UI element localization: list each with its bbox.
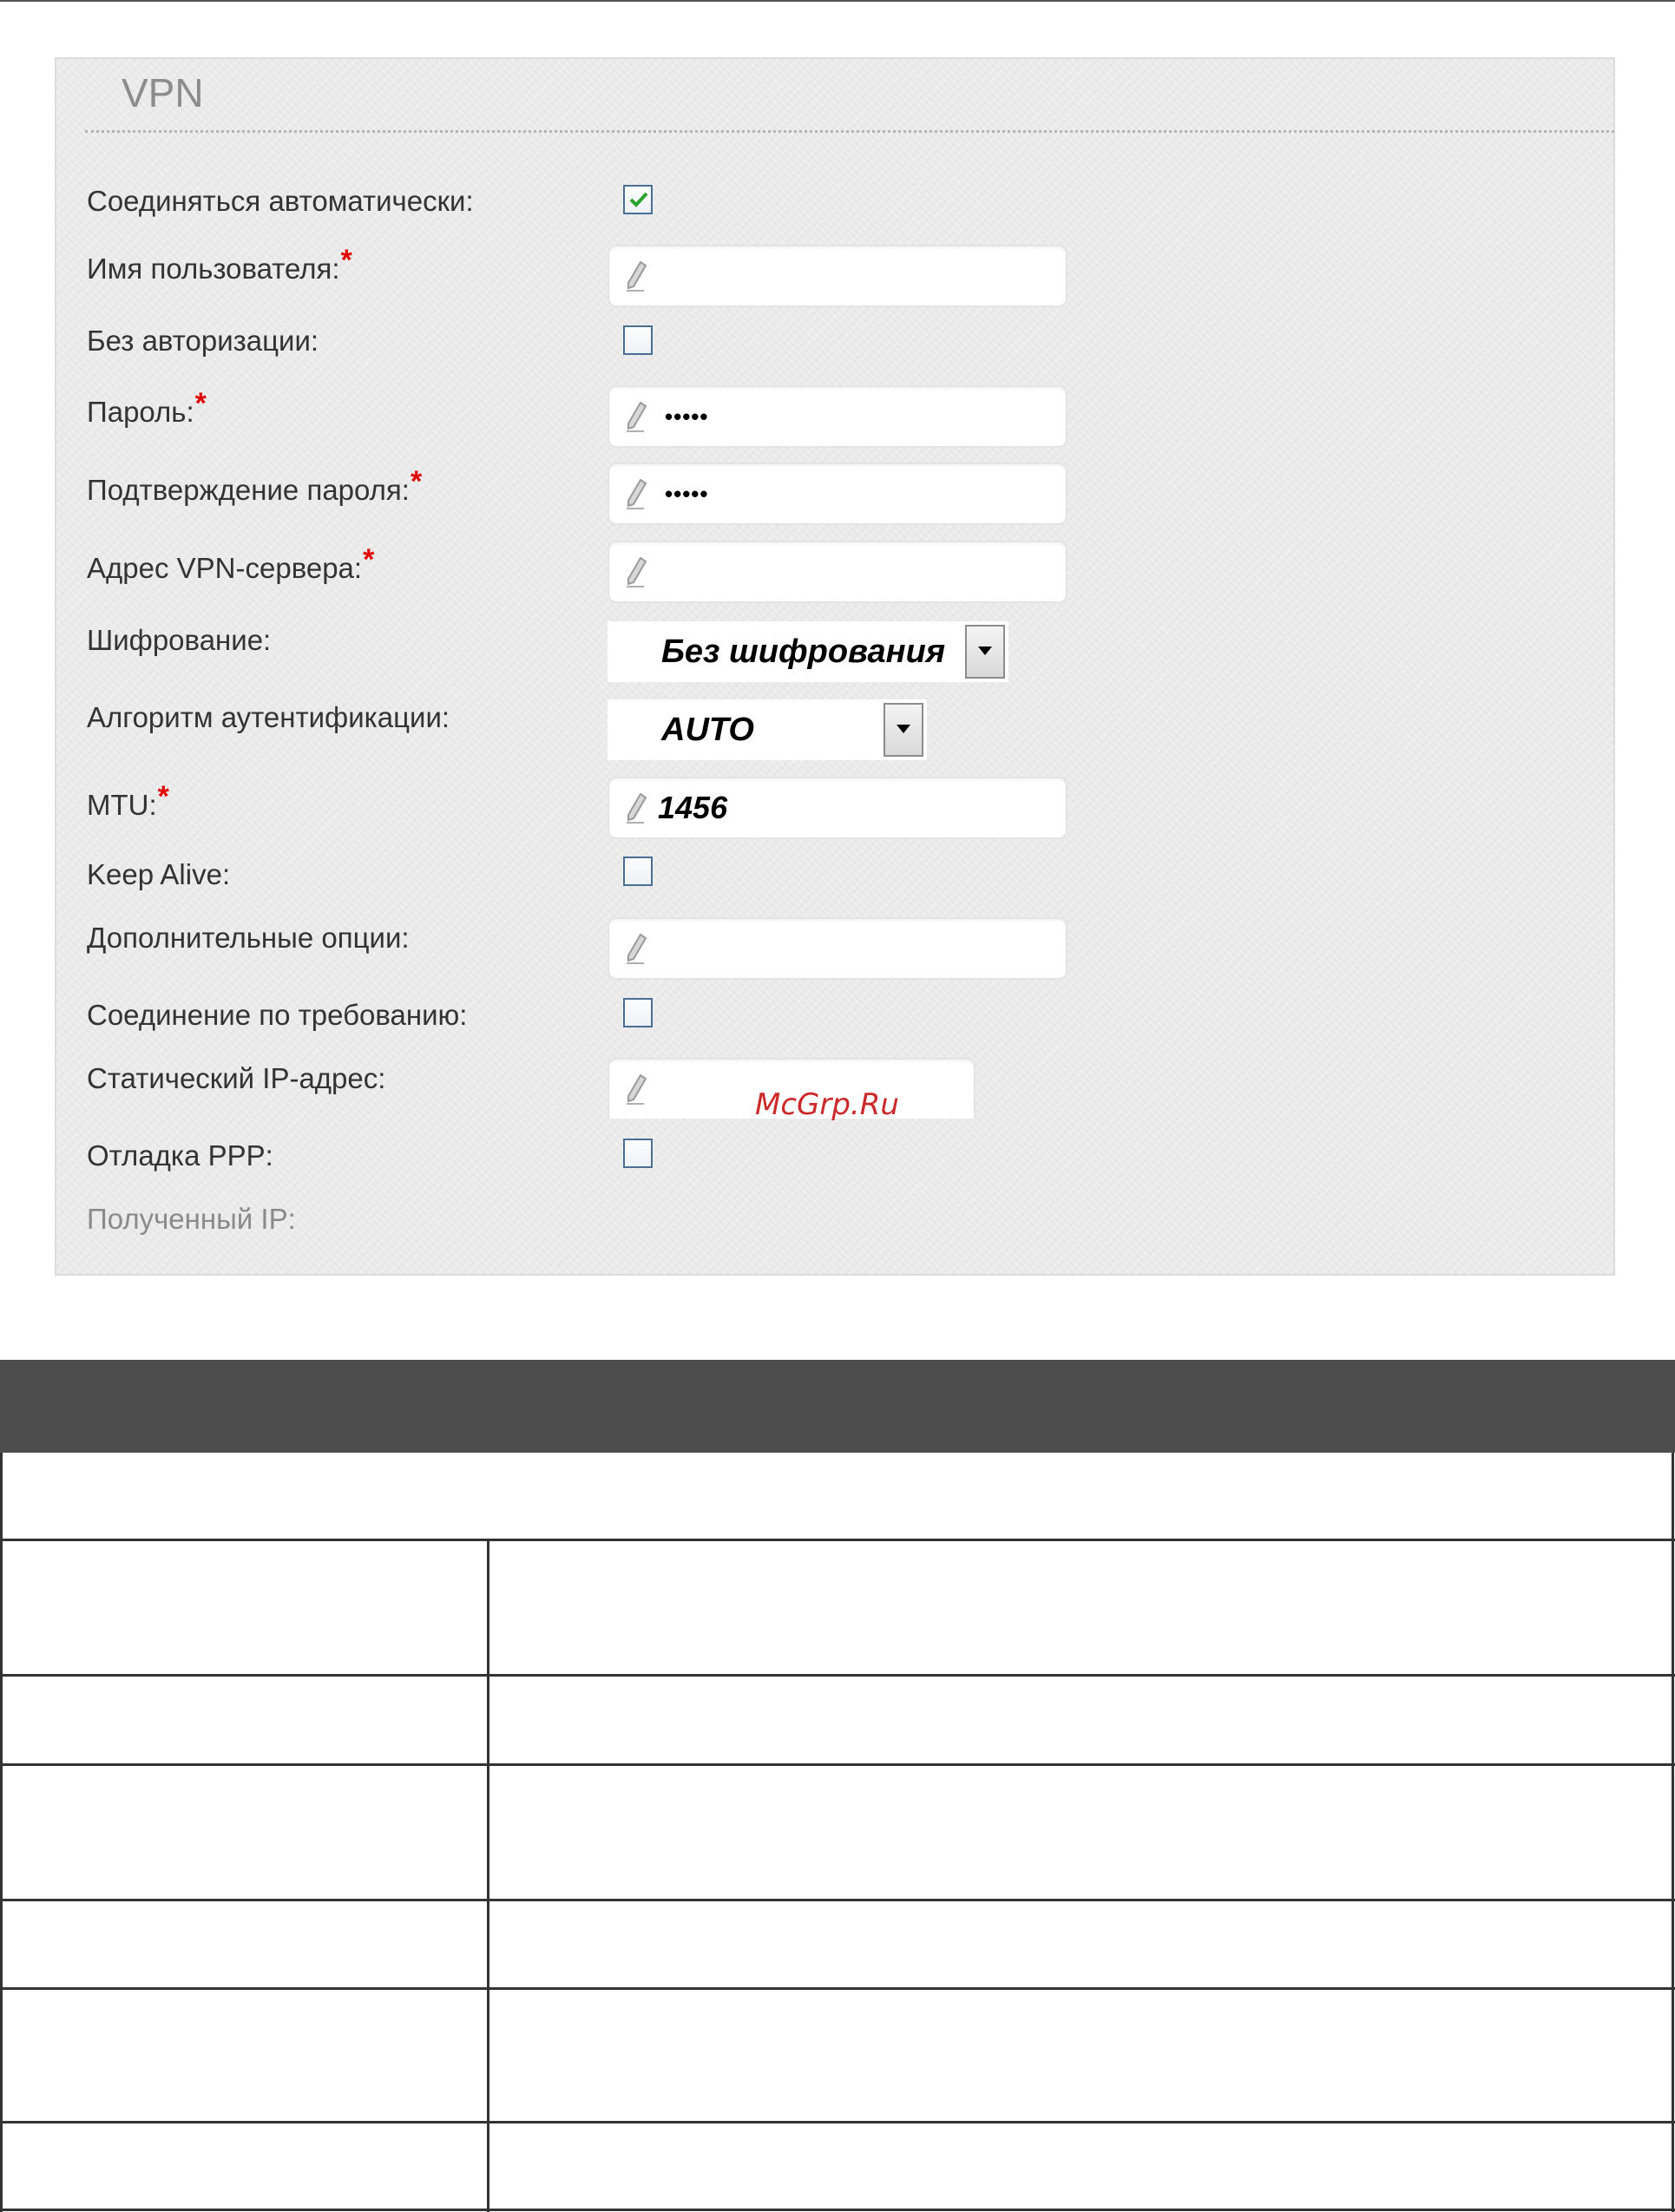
table-row-divider [0,1539,1675,1541]
mtu-label: MTU:* [87,780,169,821]
auto-connect-checkbox[interactable] [623,185,653,214]
checkmark-icon [627,188,650,211]
chevron-down-icon[interactable] [965,625,1005,679]
ppp-debug-label: Отладка PPP: [87,1139,273,1172]
password-confirm-field[interactable] [608,463,1067,525]
pencil-icon [623,791,649,825]
panel-title: VPN [122,70,204,115]
no-auth-checkbox[interactable] [623,325,653,355]
password-field[interactable] [608,385,1067,448]
panel-title-divider [85,130,1614,133]
pencil-icon [623,259,649,293]
pencil-icon [623,555,649,589]
no-auth-label: Без авторизации: [87,325,319,357]
on-demand-checkbox[interactable] [623,998,653,1027]
top-rule [0,0,1675,2]
encryption-selected: Без шифрования [661,633,946,670]
vpn-server-label: Адрес VPN-сервера:* [87,543,375,584]
vpn-server-field[interactable] [608,541,1067,603]
static-ip-label: Статический IP-адрес: [87,1062,386,1094]
encryption-label: Шифрование: [87,624,272,656]
table-header [0,1360,1675,1453]
auth-algorithm-label: Алгоритм аутентификации: [87,701,450,733]
pencil-icon [623,1072,649,1106]
ppp-debug-checkbox[interactable] [623,1139,653,1168]
extra-options-label: Дополнительные опции: [87,922,410,954]
keep-alive-label: Keep Alive: [87,858,231,890]
password-confirm-value: ••••• [665,481,709,507]
required-mark: * [340,244,352,277]
required-mark: * [194,387,207,420]
encryption-select[interactable] [608,621,1008,682]
pencil-icon [623,399,649,434]
password-value: ••••• [665,404,709,430]
required-mark: * [363,543,375,576]
password-confirm-label: Подтверждение пароля:* [87,465,423,506]
on-demand-label: Соединение по требованию: [87,999,468,1031]
table-border-right [1672,1453,1674,2212]
mtu-field[interactable] [608,777,1067,839]
table-row-divider [0,1763,1675,1766]
table-row-divider [0,1899,1675,1901]
auth-algorithm-select[interactable] [608,699,927,760]
username-field[interactable] [608,245,1067,307]
required-mark: * [157,780,169,813]
required-mark: * [410,465,423,498]
chevron-down-icon[interactable] [883,703,923,757]
mtu-value: 1456 [658,790,728,825]
extra-options-field[interactable] [608,917,1067,980]
received-ip-label: Полученный IP: [87,1203,296,1235]
table-column-divider [487,1539,489,2212]
table-row-divider [0,2121,1675,2123]
password-label: Пароль:* [87,387,207,428]
table-border-left [0,1453,3,2212]
table-row-divider [0,1987,1675,1990]
watermark: McGrp.Ru [755,1087,899,1122]
keep-alive-checkbox[interactable] [623,857,653,886]
pencil-icon [623,476,649,511]
username-label: Имя пользователя:* [87,244,352,285]
table-row-divider [0,1674,1675,1677]
table-row-divider [0,2209,1675,2211]
auto-connect-label: Соединяться автоматически: [87,185,474,217]
pencil-icon [623,931,649,966]
auth-algorithm-selected: AUTO [661,712,754,748]
